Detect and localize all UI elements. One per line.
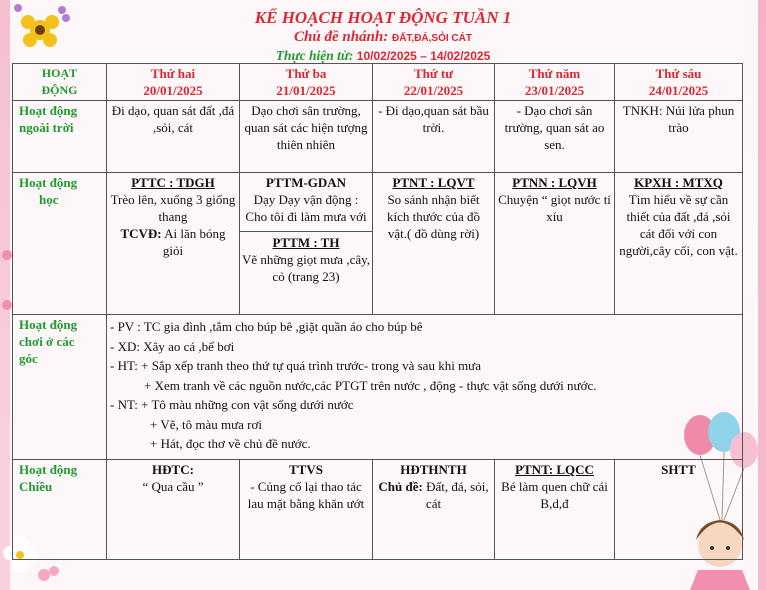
row-label-line: Hoạt động [19, 317, 78, 332]
activity-head: HĐTHNTH [400, 462, 467, 477]
learning-cell-thu [495, 173, 615, 315]
activity-subbody: Ai lăn bóng giỏi [162, 226, 226, 258]
activity-head: TTVS [289, 462, 323, 477]
outdoor-cell-wed: - Đi dạo,quan sát bầu trời. [373, 101, 495, 173]
day-name: Thứ tư [413, 66, 454, 81]
day-date: 21/01/2025 [276, 83, 336, 98]
day-date: 22/01/2025 [403, 83, 464, 98]
corner-activity-line: - HT: + Sắp xếp tranh theo thứ tự quá trình trước- trong và sau khi mưa [110, 358, 481, 373]
afternoon-cell-wed [373, 460, 495, 560]
weekly-plan-table [12, 63, 743, 560]
activity-body: “ Qua cầu ” [142, 479, 204, 494]
learning-subcell-tue [240, 231, 372, 285]
activity-subhead: TCVĐ: [120, 226, 162, 241]
outdoor-row [13, 101, 743, 173]
day-name: Thứ năm [528, 66, 581, 81]
activity-body: Dạy Dạy vận động : Cho tôi đi làm mưa với [245, 192, 367, 224]
learning-cell-fri [615, 173, 743, 315]
corner-line: HOẠT [41, 66, 78, 80]
table-header-row [13, 64, 743, 101]
day-date: 24/01/2025 [648, 83, 709, 98]
row-label-learning [13, 173, 107, 315]
outdoor-cell-fri: TNKH: Núi lửa phun trào [615, 101, 743, 173]
day-header-tue [240, 64, 373, 101]
day-name: Thứ ba [285, 66, 327, 81]
day-header-thu [495, 64, 615, 101]
corner-cell [13, 64, 107, 101]
row-label-line: học [39, 192, 59, 207]
activity-body: So sánh nhận biết kích thước của đồ vật.( đồ dùng rời) [387, 192, 480, 241]
outdoor-cell-mon: Đi dạo, quan sát đất ,đá ,sỏi, cát [107, 101, 240, 173]
activity-head: SHTT [661, 462, 696, 477]
corner-activity-line: + Hát, đọc thơ về chủ đề nước. [150, 436, 311, 451]
day-header-fri [615, 64, 743, 101]
row-label-corners [13, 315, 107, 460]
activity-body: Tìm hiểu về sự cần thiết của đất ,đá ,sỏi cát đối với con người,cây cối, con vật. [619, 192, 738, 258]
activity-head: PTTC : TDGH [131, 175, 215, 190]
theme-line [0, 29, 766, 46]
row-label-line: Hoạt động [19, 175, 78, 190]
learning-cell-mon [107, 173, 240, 315]
row-label-line: góc [19, 351, 38, 366]
day-date: 20/01/2025 [143, 83, 203, 98]
row-label-line: Chiều [19, 479, 53, 494]
row-label-line: ngoài trời [19, 120, 74, 135]
day-name: Thứ hai [150, 66, 196, 81]
period-value: 10/02/2025 – 14/02/2025 [356, 49, 491, 63]
outdoor-cell-thu: - Dạo chơi sân trường, quan sát ao sen. [495, 101, 615, 173]
corners-row [13, 315, 743, 460]
activity-head: PTNT: LQCC [515, 462, 594, 477]
row-label-line: Hoạt động [19, 103, 78, 118]
corner-activity-line: - XD: Xây ao cá ,bể bơi [110, 338, 235, 354]
activity-body: Đất, đá, sỏi, cát [425, 479, 489, 511]
day-header-wed [373, 64, 495, 101]
period-label: Thực hiện từ: [275, 48, 354, 63]
corner-activity-line: - PV : TC gia đình ,tắm cho búp bê ,giặt quần áo cho búp bê [110, 319, 423, 334]
theme-label: Chủ đề nhánh: [294, 29, 389, 45]
activity-head: PTNT : LQVT [392, 175, 475, 190]
theme-value: ĐẤT,ĐÁ,SỎI CÁT [391, 33, 472, 44]
corner-activity-line: + Xem tranh về các nguồn nước,các PTGT trên nước , động - thực vật sống dưới nước. [144, 377, 597, 393]
activity-body: Vẽ những giọt mưa ,cây, cỏ (trang 23) [241, 252, 371, 284]
afternoon-cell-fri [615, 460, 743, 560]
day-name: Thứ sáu [655, 66, 702, 81]
day-date: 23/01/2025 [524, 83, 585, 98]
afternoon-cell-mon [107, 460, 240, 560]
activity-head: HĐTC: [152, 462, 194, 477]
afternoon-cell-tue [240, 460, 373, 560]
activity-head: PTNN : LQVH [512, 175, 597, 190]
corner-activity-line: - NT: + Tô màu những con vật sống dưới nước [110, 397, 354, 412]
learning-row [13, 173, 743, 315]
activity-subhead: Chủ đề: [378, 479, 423, 494]
activity-head: PTTM-GDAN [265, 175, 347, 190]
row-label-outdoor [13, 101, 107, 173]
learning-cell-wed [373, 173, 495, 315]
row-label-line: Hoạt động [19, 462, 78, 477]
activity-body: Chuyện “ giọt nước tí xíu [498, 192, 611, 224]
afternoon-row [13, 460, 743, 560]
corner-line: ĐỘNG [41, 83, 78, 97]
learning-cell-tue [240, 173, 373, 315]
activity-body: Bé làm quen chữ cái B,d,đ [501, 479, 608, 511]
activity-body: Trèo lên, xuống 3 giống thang [110, 192, 236, 224]
page-title: KẾ HOẠCH HOẠT ĐỘNG TUẦN 1 [254, 8, 512, 27]
corner-activity-line: + Vẽ, tô màu mưa rơi [150, 416, 262, 432]
day-header-mon [107, 64, 240, 101]
period-line [0, 48, 766, 64]
activity-head: KPXH : MTXQ [634, 175, 723, 190]
outdoor-cell-tue: Dạo chơi sân trường, quan sát các hiện tượng thiên nhiên [240, 101, 373, 173]
afternoon-cell-thu [495, 460, 615, 560]
corners-cell [107, 315, 743, 460]
activity-head: PTTM : TH [272, 235, 340, 250]
row-label-line: chơi ở các [19, 334, 75, 349]
row-label-afternoon [13, 460, 107, 560]
activity-body: - Củng cố lại thao tác lau mặt bằng khăn ướt [247, 479, 365, 511]
